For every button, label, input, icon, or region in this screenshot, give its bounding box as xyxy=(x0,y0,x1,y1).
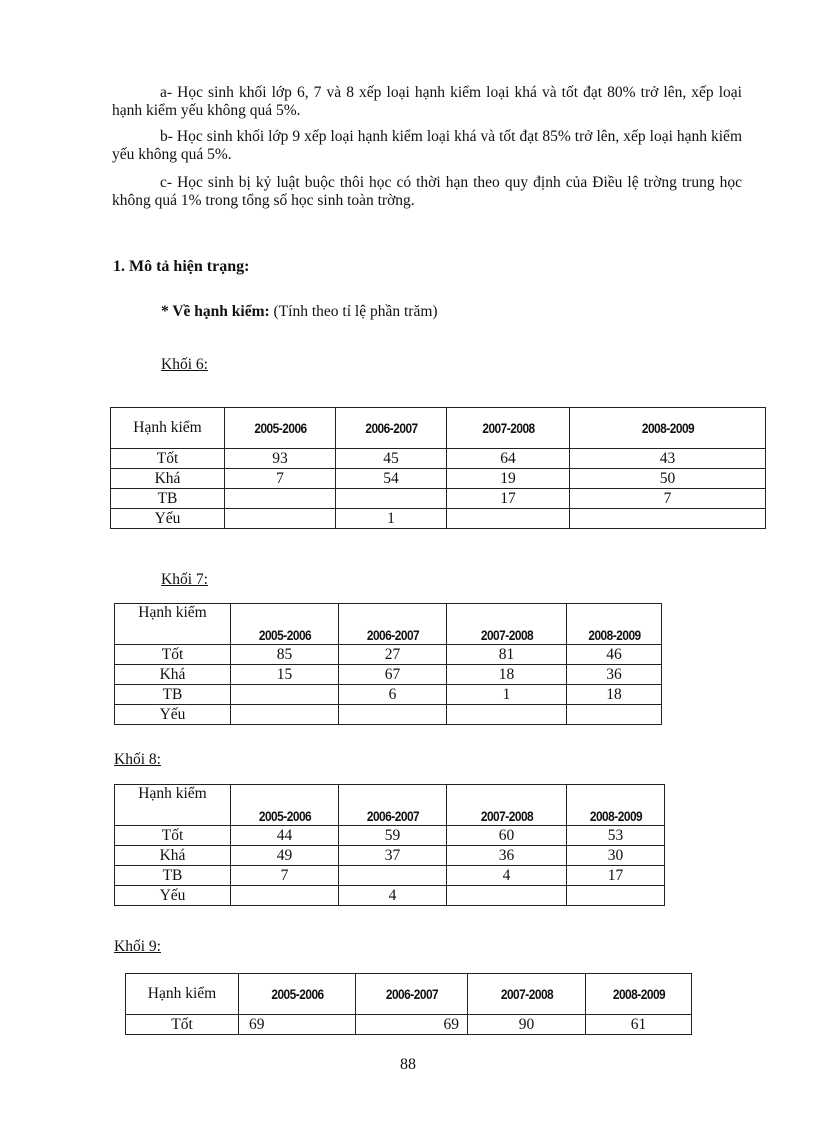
table-row xyxy=(115,665,662,685)
header-cell: 2005-2006 xyxy=(247,974,346,1015)
subheading-bold: * Về hạnh kiểm: xyxy=(161,303,270,320)
table-cell: 44 xyxy=(231,826,339,846)
table-caption-khoi-6: Khối 6: xyxy=(161,356,208,373)
paragraph-b: b- Học sinh khối lớp 9 xếp loại hạnh kiểm loại khá và tốt đạt 85% trở lên, xếp loại hạnh kiểm yếu không quá 5%. xyxy=(112,128,742,163)
row-label: Yếu xyxy=(115,705,231,725)
table-header-row xyxy=(115,785,665,826)
table-header-row xyxy=(126,974,692,1015)
header-cell: 2007-2008 xyxy=(456,785,558,826)
header-cell: 2006-2007 xyxy=(364,974,459,1015)
header-cell: Hạnh kiểm xyxy=(126,974,239,1015)
table-cell xyxy=(225,509,336,529)
table-cell xyxy=(225,489,336,509)
table-cell: 4 xyxy=(447,866,567,886)
table-row xyxy=(111,489,766,509)
header-cell: 2005-2006 xyxy=(233,408,327,449)
header-cell: 2008-2009 xyxy=(593,974,683,1015)
table-caption-khoi-9: Khối 9: xyxy=(114,938,161,955)
table-cell: 93 xyxy=(225,449,336,469)
table-cell: 69 xyxy=(239,1015,356,1035)
row-label: TB xyxy=(111,489,225,509)
table-cell: 27 xyxy=(339,645,447,665)
table-cell: 36 xyxy=(567,665,662,685)
table-cell: 18 xyxy=(447,665,567,685)
table-row xyxy=(111,449,766,469)
table-cell: 4 xyxy=(339,886,447,906)
header-cell: Hạnh kiểm xyxy=(115,785,231,826)
table-cell: 1 xyxy=(336,509,447,529)
header-cell: 2007-2008 xyxy=(476,974,576,1015)
header-cell: 2006-2007 xyxy=(347,785,439,826)
header-cell: 2007-2008 xyxy=(456,604,558,645)
table-row xyxy=(126,1015,692,1035)
table-cell xyxy=(447,886,567,906)
table-cell: 59 xyxy=(339,826,447,846)
table-cell: 50 xyxy=(570,469,766,489)
header-cell: 2008-2009 xyxy=(574,785,657,826)
row-label: Khá xyxy=(115,665,231,685)
page-number: 88 xyxy=(400,1056,416,1073)
row-label: Tốt xyxy=(115,645,231,665)
table-row xyxy=(115,826,665,846)
table-cell: 7 xyxy=(225,469,336,489)
table-cell xyxy=(231,886,339,906)
table-cell: 81 xyxy=(447,645,567,665)
table-header-row xyxy=(111,408,766,449)
table-cell: 64 xyxy=(447,449,570,469)
table-cell: 36 xyxy=(447,846,567,866)
table-cell: 7 xyxy=(231,866,339,886)
table-row xyxy=(111,469,766,489)
row-label: Khá xyxy=(111,469,225,489)
table-cell: 49 xyxy=(231,846,339,866)
table-cell: 60 xyxy=(447,826,567,846)
table-cell: 85 xyxy=(231,645,339,665)
header-cell: 2005-2006 xyxy=(239,604,331,645)
row-label: Khá xyxy=(115,846,231,866)
table-cell: 7 xyxy=(570,489,766,509)
table-cell: 54 xyxy=(336,469,447,489)
table-row xyxy=(115,705,662,725)
subheading-note: (Tính theo tỉ lệ phần trăm) xyxy=(269,303,438,320)
row-label: Tốt xyxy=(126,1015,239,1035)
header-cell: 2008-2009 xyxy=(584,408,751,449)
header-cell: 2006-2007 xyxy=(344,408,438,449)
table-cell: 46 xyxy=(567,645,662,665)
table-row xyxy=(115,685,662,705)
table-cell: 61 xyxy=(586,1015,692,1035)
table-row xyxy=(115,846,665,866)
row-label: Yếu xyxy=(115,886,231,906)
table-cell xyxy=(231,705,339,725)
table-khoi-9 xyxy=(125,973,692,1035)
table-caption-khoi-7: Khối 7: xyxy=(161,571,208,588)
header-cell: 2005-2006 xyxy=(239,785,331,826)
table-cell xyxy=(447,509,570,529)
table-cell: 6 xyxy=(339,685,447,705)
row-label: TB xyxy=(115,685,231,705)
table-cell: 43 xyxy=(570,449,766,469)
table-cell xyxy=(567,886,665,906)
table-khoi-7 xyxy=(114,603,662,725)
table-cell xyxy=(339,705,447,725)
header-cell: 2006-2007 xyxy=(347,604,439,645)
table-cell xyxy=(339,866,447,886)
table-cell: 17 xyxy=(567,866,665,886)
table-cell xyxy=(336,489,447,509)
header-cell: Hạnh kiểm xyxy=(115,604,231,645)
table-cell: 45 xyxy=(336,449,447,469)
table-cell: 1 xyxy=(447,685,567,705)
table-khoi-8 xyxy=(114,784,665,906)
conduct-subheading xyxy=(161,303,438,321)
header-cell: Hạnh kiểm xyxy=(111,408,225,449)
paragraph-c: c- Học sinh bị kỷ luật buộc thôi học có thời hạn theo quy định của Điều lệ trờng trung học không quá 1% trong tổng số học sinh toàn trờng. xyxy=(112,174,742,209)
table-cell: 69 xyxy=(356,1015,468,1035)
table-cell: 18 xyxy=(567,685,662,705)
header-cell: 2007-2008 xyxy=(456,408,561,449)
table-header-row xyxy=(115,604,662,645)
table-row xyxy=(115,866,665,886)
table-khoi-6 xyxy=(110,407,766,529)
table-cell xyxy=(567,705,662,725)
section-heading: 1. Mô tả hiện trạng: xyxy=(113,258,250,275)
header-cell: 2008-2009 xyxy=(574,604,655,645)
table-cell: 53 xyxy=(567,826,665,846)
table-row xyxy=(111,509,766,529)
paragraph-a: a- Học sinh khối lớp 6, 7 và 8 xếp loại hạnh kiểm loại khá và tốt đạt 80% trở lên, xếp loại hạnh kiểm yếu không quá 5%. xyxy=(112,84,742,119)
table-row xyxy=(115,886,665,906)
table-cell: 17 xyxy=(447,489,570,509)
table-cell xyxy=(447,705,567,725)
row-label: Yếu xyxy=(111,509,225,529)
table-row xyxy=(115,645,662,665)
table-cell: 37 xyxy=(339,846,447,866)
row-label: Tốt xyxy=(111,449,225,469)
table-cell xyxy=(570,509,766,529)
table-cell: 90 xyxy=(468,1015,586,1035)
table-cell: 15 xyxy=(231,665,339,685)
table-cell: 67 xyxy=(339,665,447,685)
row-label: TB xyxy=(115,866,231,886)
table-caption-khoi-8: Khối 8: xyxy=(114,751,161,768)
table-cell: 19 xyxy=(447,469,570,489)
table-cell xyxy=(231,685,339,705)
row-label: Tốt xyxy=(115,826,231,846)
table-cell: 30 xyxy=(567,846,665,866)
